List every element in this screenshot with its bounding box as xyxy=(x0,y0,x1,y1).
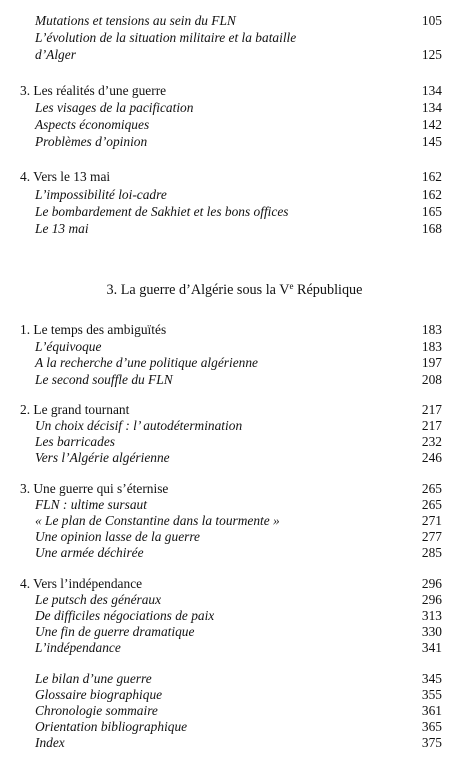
entry-title: De difficiles négociations de paix xyxy=(35,608,215,623)
chapter-title: 4. Vers l’indépendance xyxy=(20,576,143,591)
entry-title: Le 13 mai xyxy=(35,221,89,236)
entry-title: Problèmes d’opinion xyxy=(35,134,148,149)
entry-page-number: 265 xyxy=(421,497,442,512)
entry-page-number: 265 xyxy=(421,481,442,496)
toc-entry xyxy=(0,450,469,466)
toc-entry xyxy=(0,100,469,116)
entry-title: Les barricades xyxy=(35,434,115,449)
toc-entry xyxy=(0,545,469,561)
toc-entry xyxy=(0,608,469,624)
entry-page-number: 142 xyxy=(421,117,442,132)
entry-page-number: 296 xyxy=(421,592,442,607)
entry-page-number: 168 xyxy=(421,221,442,236)
entry-page-number: 345 xyxy=(421,671,442,686)
entry-title: FLN : ultime sursaut xyxy=(35,497,147,512)
toc-entry xyxy=(0,13,469,29)
entry-title: Glossaire biographique xyxy=(35,687,163,702)
toc-chapter-heading xyxy=(0,481,469,497)
entry-page-number: 330 xyxy=(421,624,442,639)
toc-entry xyxy=(0,735,469,751)
chapter-title: 3. Une guerre qui s’éternise xyxy=(20,481,169,496)
entry-page-number: 285 xyxy=(421,545,442,560)
entry-page-number: 183 xyxy=(421,322,442,337)
toc-chapter-heading xyxy=(0,83,469,99)
entry-title: Le putsch des généraux xyxy=(35,592,162,607)
entry-page-number: 183 xyxy=(421,339,442,354)
toc-chapter-heading xyxy=(0,402,469,418)
toc-entry xyxy=(0,719,469,735)
entry-title: Mutations et tensions au sein du FLN xyxy=(35,13,236,28)
entry-title: Un choix décisif : l’ autodétermination xyxy=(35,418,243,433)
toc-entry xyxy=(0,529,469,545)
entry-page-number: 208 xyxy=(421,372,442,387)
entry-title: Index xyxy=(35,735,65,750)
toc-entry xyxy=(0,47,469,63)
entry-page-number: 246 xyxy=(421,450,442,465)
entry-page-number: 217 xyxy=(421,402,442,417)
toc-entry xyxy=(0,592,469,608)
entry-page-number: 313 xyxy=(421,608,442,623)
part-title xyxy=(0,281,469,299)
entry-page-number: 355 xyxy=(421,687,442,702)
entry-page-number: 197 xyxy=(421,355,442,370)
entry-page-number: 271 xyxy=(421,513,442,528)
entry-title: Le second souffle du FLN xyxy=(35,372,173,387)
entry-page-number: 341 xyxy=(421,640,442,655)
entry-title: d’Alger xyxy=(35,47,76,62)
toc-entry xyxy=(0,703,469,719)
toc-chapter-heading xyxy=(0,169,469,185)
entry-page-number: 162 xyxy=(421,187,442,202)
entry-title: L’impossibilité loi-cadre xyxy=(35,187,167,202)
entry-page-number: 134 xyxy=(421,100,442,115)
toc-chapter-heading xyxy=(0,322,469,338)
entry-page-number: 162 xyxy=(421,169,442,184)
toc-entry xyxy=(0,434,469,450)
entry-page-number: 365 xyxy=(421,719,442,734)
toc-entry xyxy=(0,134,469,150)
entry-page-number: 277 xyxy=(421,529,442,544)
toc-entry xyxy=(0,372,469,388)
part-title-text: 3. La guerre d’Algérie sous la V xyxy=(106,282,290,298)
toc-entry xyxy=(0,497,469,513)
part-title-text-end: République xyxy=(293,282,363,298)
entry-title: Vers l’Algérie algérienne xyxy=(35,450,170,465)
entry-title: Une armée déchirée xyxy=(35,545,144,560)
toc-entry xyxy=(0,187,469,203)
toc-entry xyxy=(0,687,469,703)
entry-page-number: 125 xyxy=(421,47,442,62)
toc-entry xyxy=(0,513,469,529)
entry-title: Une fin de guerre dramatique xyxy=(35,624,195,639)
toc-entry xyxy=(0,221,469,237)
toc-entry xyxy=(0,624,469,640)
chapter-title: 4. Vers le 13 mai xyxy=(20,169,111,184)
entry-title: L’évolution de la situation militaire et la bataille xyxy=(35,30,297,45)
chapter-title: 2. Le grand tournant xyxy=(20,402,130,417)
entry-title: A la recherche d’une politique algérienne xyxy=(35,355,258,370)
toc-chapter-heading xyxy=(0,576,469,592)
entry-page-number: 375 xyxy=(421,735,442,750)
entry-title: Orientation bibliographique xyxy=(35,719,188,734)
entry-page-number: 217 xyxy=(421,418,442,433)
entry-title: Les visages de la pacification xyxy=(35,100,194,115)
entry-title: Le bombardement de Sakhiet et les bons offices xyxy=(35,204,289,219)
entry-title: « Le plan de Constantine dans la tourmente » xyxy=(35,513,280,528)
toc-entry xyxy=(0,355,469,371)
entry-page-number: 134 xyxy=(421,83,442,98)
toc-entry xyxy=(0,339,469,355)
entry-title: L’équivoque xyxy=(35,339,102,354)
entry-page-number: 232 xyxy=(421,434,442,449)
entry-page-number: 165 xyxy=(421,204,442,219)
chapter-title: 3. Les réalités d’une guerre xyxy=(20,83,167,98)
toc-entry xyxy=(0,30,469,46)
entry-page-number: 145 xyxy=(421,134,442,149)
entry-title: Chronologie sommaire xyxy=(35,703,158,718)
entry-title: L’indépendance xyxy=(35,640,121,655)
chapter-title: 1. Le temps des ambiguïtés xyxy=(20,322,167,337)
entry-page-number: 105 xyxy=(421,13,442,28)
part-title-superscript: e xyxy=(289,281,294,291)
entry-title: Le bilan d’une guerre xyxy=(35,671,152,686)
toc-entry xyxy=(0,640,469,656)
toc-entry xyxy=(0,671,469,687)
toc-entry xyxy=(0,418,469,434)
entry-title: Une opinion lasse de la guerre xyxy=(35,529,201,544)
entry-page-number: 296 xyxy=(421,576,442,591)
entry-page-number: 361 xyxy=(421,703,442,718)
toc-entry xyxy=(0,117,469,133)
entry-title: Aspects économiques xyxy=(35,117,150,132)
toc-entry xyxy=(0,204,469,220)
